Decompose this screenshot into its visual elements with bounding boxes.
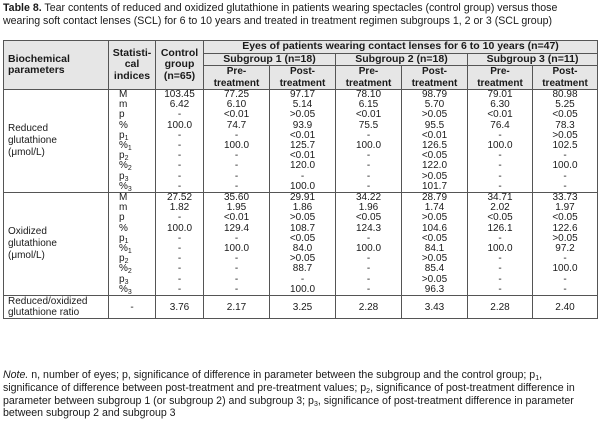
table-cell: -: [204, 172, 270, 182]
table-cell: 79.01: [468, 90, 533, 101]
header-biochemical-parameters: Biochemical parameters: [4, 41, 109, 90]
table-cell: -: [468, 182, 533, 193]
table-cell: -: [468, 254, 533, 264]
table-cell: 1.74: [402, 203, 468, 213]
stat-symbol: p: [119, 232, 125, 244]
stat-subscript: 1: [124, 237, 129, 245]
table-cell: -: [336, 275, 402, 285]
table-cell: 29.91: [270, 193, 336, 204]
stat-subscript: 1: [124, 134, 129, 142]
table-cell: -: [533, 285, 598, 296]
table-cell: >0.05: [270, 254, 336, 264]
table-cell: >0.05: [533, 234, 598, 244]
stat-symbol: %: [119, 160, 128, 172]
stat-index: [109, 131, 156, 141]
table-cell: <0.05: [468, 213, 533, 223]
table-cell: 96.3: [402, 285, 468, 296]
table-cell: -: [156, 254, 204, 264]
table-cell: >0.05: [533, 131, 598, 141]
stat-index: [109, 182, 156, 193]
stat-subscript: 1: [127, 145, 132, 153]
parameter-label-line: (μmol/L): [8, 250, 45, 262]
table-cell: >0.05: [402, 275, 468, 285]
table-note: [3, 369, 597, 420]
stat-symbol: %: [119, 180, 128, 192]
table-cell: >0.05: [402, 172, 468, 182]
table-cell: -: [204, 182, 270, 193]
table-caption: [3, 2, 597, 27]
table-cell: -: [533, 151, 598, 161]
table-cell: 2.28: [468, 296, 533, 319]
table-cell: -: [156, 275, 204, 285]
header-pre-treatment: Pre-treatment: [468, 66, 533, 90]
table-cell: -: [156, 110, 204, 120]
table-cell: 2.28: [336, 296, 402, 319]
table-cell: 78.3: [533, 121, 598, 131]
stat-symbol: M: [119, 192, 128, 204]
table-cell: -: [336, 161, 402, 171]
table-cell: -: [533, 254, 598, 264]
table-cell: >0.05: [402, 213, 468, 223]
table-cell: 100.0: [468, 244, 533, 254]
table-cell: -: [156, 234, 204, 244]
stat-symbol: %: [119, 119, 128, 131]
table-cell: <0.01: [336, 110, 402, 120]
table-cell: 100.0: [156, 224, 204, 234]
table-cell: 75.5: [336, 121, 402, 131]
table-cell: -: [156, 285, 204, 296]
table-cell: -: [204, 151, 270, 161]
table-cell: 100.0: [533, 264, 598, 274]
stat-symbol: p: [119, 129, 125, 141]
table-cell: -: [204, 275, 270, 285]
oxidized-glutathione-section: [4, 193, 598, 296]
table-cell: 100.0: [270, 285, 336, 296]
table-cell: -: [336, 131, 402, 141]
table-cell: >0.05: [270, 213, 336, 223]
table-cell: -: [156, 264, 204, 274]
ratio-label: [4, 296, 109, 319]
note-label: Note.: [3, 369, 29, 381]
table-cell: -: [336, 151, 402, 161]
stat-index: [109, 110, 156, 120]
parameter-label-line: Reduced: [8, 123, 49, 135]
stat-symbol: p: [119, 170, 125, 182]
table-cell: 103.45: [156, 90, 204, 101]
header-post-treatment: Post-treatment: [402, 66, 468, 90]
table-cell: 124.3: [336, 224, 402, 234]
table-cell: 34.71: [468, 193, 533, 204]
table-cell: 122.6: [533, 224, 598, 234]
table-cell: 100.0: [270, 182, 336, 193]
table-cell: 1.86: [270, 203, 336, 213]
table-cell: <0.01: [204, 213, 270, 223]
glutathione-table: [3, 40, 598, 319]
table-cell: 95.5: [402, 121, 468, 131]
table-cell: -: [156, 161, 204, 171]
table-cell: 100.0: [156, 121, 204, 131]
table-cell: -: [270, 172, 336, 182]
stat-index: [109, 121, 156, 131]
table-cell: 6.15: [336, 100, 402, 110]
table-cell: 88.7: [270, 264, 336, 274]
stat-index: [109, 234, 156, 244]
table-cell: -: [204, 264, 270, 274]
table-cell: 98.79: [402, 90, 468, 101]
table-cell: 34.22: [336, 193, 402, 204]
table-cell: 28.79: [402, 193, 468, 204]
table-cell: 100.0: [533, 161, 598, 171]
table-cell: <0.05: [402, 151, 468, 161]
table-cell: 126.1: [468, 224, 533, 234]
table-label: Table 8.: [3, 2, 42, 14]
ratio-section: [4, 296, 598, 319]
stat-index: [109, 100, 156, 110]
stat-symbol: %: [119, 283, 128, 295]
table-cell: 97.17: [270, 90, 336, 101]
header-post-treatment: Post-treatment: [270, 66, 336, 90]
table-cell: -: [156, 151, 204, 161]
stat-index: [109, 254, 156, 264]
table-cell: 3.43: [402, 296, 468, 319]
table-caption-text: Tear contents of reduced and oxidized glutathione in patients wearing spectacles (control group) versus those wearing soft contact lenses (SCL) for 6 to 10 years and treated in treatment regimen subgroups 1, 2 or 3 (SCL group): [3, 2, 558, 27]
table-cell: 1.96: [336, 203, 402, 213]
table-cell: -: [336, 254, 402, 264]
table-cell: 2.02: [468, 203, 533, 213]
stat-symbol: m: [119, 99, 128, 111]
table-cell: -: [156, 141, 204, 151]
table-cell: <0.01: [270, 151, 336, 161]
table-cell: -: [156, 172, 204, 182]
stat-subscript: 2: [127, 165, 132, 173]
table-cell: 5.25: [533, 100, 598, 110]
table-cell: 1.97: [533, 203, 598, 213]
table-cell: -: [204, 254, 270, 264]
table-cell: 6.10: [204, 100, 270, 110]
table-cell: 122.0: [402, 161, 468, 171]
table-cell: 104.6: [402, 224, 468, 234]
table-cell: 1.82: [156, 203, 204, 213]
table-cell: -: [468, 234, 533, 244]
table-cell: 97.2: [533, 244, 598, 254]
table-cell: 84.0: [270, 244, 336, 254]
table-cell: <0.05: [533, 110, 598, 120]
table-cell: -: [336, 182, 402, 193]
stat-index: [109, 244, 156, 254]
table-cell: <0.01: [204, 110, 270, 120]
table-cell: -: [336, 285, 402, 296]
ratio-label-line: glutathione ratio: [8, 307, 80, 319]
stat-symbol: p: [119, 150, 125, 162]
table-cell: -: [336, 234, 402, 244]
table-cell: -: [468, 131, 533, 141]
stat-symbol: %: [119, 263, 128, 275]
parameter-label-line: Oxidized: [8, 226, 47, 238]
table-cell: -: [468, 172, 533, 182]
stat-symbol: %: [119, 222, 128, 234]
note-subscript: 3: [313, 400, 318, 408]
table-cell: 93.9: [270, 121, 336, 131]
table-cell: <0.01: [468, 110, 533, 120]
table-cell: 100.0: [204, 141, 270, 151]
table-cell: 125.7: [270, 141, 336, 151]
stat-index: [109, 151, 156, 161]
table-cell: 1.95: [204, 203, 270, 213]
table-cell: 100.0: [204, 244, 270, 254]
table-cell: 80.98: [533, 90, 598, 101]
stat-subscript: 3: [127, 288, 132, 296]
parameter-label-line: glutathione: [8, 135, 57, 147]
table-cell: <0.05: [270, 234, 336, 244]
table-cell: 76.4: [468, 121, 533, 131]
table-cell: -: [156, 244, 204, 254]
header-pre-treatment: Pre-treatment: [336, 66, 402, 90]
stat-index: [109, 172, 156, 182]
stat-subscript: 2: [124, 258, 129, 266]
table-cell: -: [533, 182, 598, 193]
table-cell: 85.4: [402, 264, 468, 274]
header-pre-treatment: Pre-treatment: [204, 66, 270, 90]
table-cell: <0.05: [336, 213, 402, 223]
stat-symbol: p: [119, 253, 125, 265]
stat-index: [109, 193, 156, 204]
header-control-group: Control group (n=65): [156, 41, 204, 90]
parameter-label-line: glutathione: [8, 238, 57, 250]
table-cell: -: [156, 131, 204, 141]
table-cell: 101.7: [402, 182, 468, 193]
table-cell: 6.30: [468, 100, 533, 110]
note-text: n, number of eyes; p, significance of difference in parameter between the subgroup and the control group; p: [28, 369, 536, 381]
table-cell: 27.52: [156, 193, 204, 204]
stat-index: [109, 285, 156, 296]
stat-index: [109, 264, 156, 274]
table-cell: -: [270, 275, 336, 285]
table-cell: <0.01: [270, 131, 336, 141]
table-cell: 129.4: [204, 224, 270, 234]
oxidized-glutathione-label: [4, 193, 109, 296]
table-cell: 78.10: [336, 90, 402, 101]
stat-symbol: M: [119, 89, 128, 100]
stat-subscript: 2: [124, 155, 129, 163]
table-cell: -: [336, 172, 402, 182]
header-subgroup-2: Subgroup 2 (n=18): [336, 53, 468, 66]
stat-subscript: 3: [127, 185, 132, 193]
table-cell: -: [533, 172, 598, 182]
table-cell: -: [204, 161, 270, 171]
table-cell: -: [468, 275, 533, 285]
table-cell: 120.0: [270, 161, 336, 171]
table-cell: 33.73: [533, 193, 598, 204]
stat-symbol: %: [119, 243, 128, 255]
note-subscript: 1: [535, 375, 540, 382]
stat-index: [109, 275, 156, 285]
table-cell: 100.0: [336, 141, 402, 151]
ratio-label-line: Reduced/oxidized: [8, 296, 88, 308]
table-cell: -: [468, 264, 533, 274]
stat-index: [109, 224, 156, 234]
table-cell: 5.14: [270, 100, 336, 110]
header-post-treatment: Post-treatment: [533, 66, 598, 90]
table-cell: -: [533, 275, 598, 285]
table-cell: 77.25: [204, 90, 270, 101]
table-cell: 35.60: [204, 193, 270, 204]
note-text: , significance of post-treatment difference in parameter between subgroup 1 (or subgroup 2) and subgroup 3; p: [3, 381, 575, 407]
table-cell: >0.05: [270, 110, 336, 120]
note-text: , significance of post-treatment difference in parameter between subgroup 2 and subgroup 3: [3, 394, 574, 420]
stat-symbol: p: [119, 273, 125, 285]
table-cell: -: [336, 264, 402, 274]
table-cell: -: [204, 285, 270, 296]
table-cell: 74.7: [204, 121, 270, 131]
table-cell: 5.70: [402, 100, 468, 110]
table-cell: 3.25: [270, 296, 336, 319]
table-cell: -: [468, 161, 533, 171]
header-statistical-indices: Statisti-cal indices: [109, 41, 156, 90]
table-cell: 100.0: [336, 244, 402, 254]
header-subgroup-1: Subgroup 1 (n=18): [204, 53, 336, 66]
table-cell: 126.5: [402, 141, 468, 151]
reduced-glutathione-label: [4, 90, 109, 193]
stat-subscript: 3: [124, 175, 129, 183]
table-cell: 3.76: [156, 296, 204, 319]
ratio-stat: -: [109, 296, 156, 319]
note-subscript: 2: [366, 387, 371, 395]
stat-subscript: 3: [124, 278, 129, 286]
table-cell: <0.05: [533, 213, 598, 223]
stat-index: [109, 213, 156, 223]
table-cell: -: [156, 213, 204, 223]
table-cell: <0.01: [402, 131, 468, 141]
table-cell: 84.1: [402, 244, 468, 254]
stat-subscript: 1: [127, 248, 132, 256]
table-cell: 2.40: [533, 296, 598, 319]
stat-symbol: m: [119, 202, 128, 214]
table-cell: >0.05: [402, 110, 468, 120]
table-cell: -: [468, 285, 533, 296]
stat-index: [109, 90, 156, 101]
stat-symbol: p: [119, 109, 125, 121]
table-cell: 2.17: [204, 296, 270, 319]
stat-index: [109, 141, 156, 151]
header-eyes-contact-lenses: Eyes of patients wearing contact lenses for 6 to 10 years (n=47): [204, 41, 598, 54]
stat-index: [109, 203, 156, 213]
table-cell: 100.0: [468, 141, 533, 151]
table-cell: 108.7: [270, 224, 336, 234]
reduced-glutathione-section: [4, 90, 598, 193]
table-cell: 102.5: [533, 141, 598, 151]
table-cell: <0.05: [402, 234, 468, 244]
table-cell: 6.42: [156, 100, 204, 110]
stat-symbol: p: [119, 212, 125, 224]
table-row: [4, 296, 598, 319]
table-cell: -: [204, 131, 270, 141]
table-cell: -: [204, 234, 270, 244]
table-cell: -: [468, 151, 533, 161]
table-cell: -: [156, 182, 204, 193]
note-text: , significance of difference between post-treatment and pre-treatment values; p: [3, 369, 543, 394]
stat-subscript: 2: [127, 268, 132, 276]
table-cell: >0.05: [402, 254, 468, 264]
header-subgroup-3: Subgroup 3 (n=11): [468, 53, 598, 66]
stat-symbol: %: [119, 140, 128, 152]
parameter-label-line: (μmol/L): [8, 147, 45, 159]
stat-index: [109, 161, 156, 171]
